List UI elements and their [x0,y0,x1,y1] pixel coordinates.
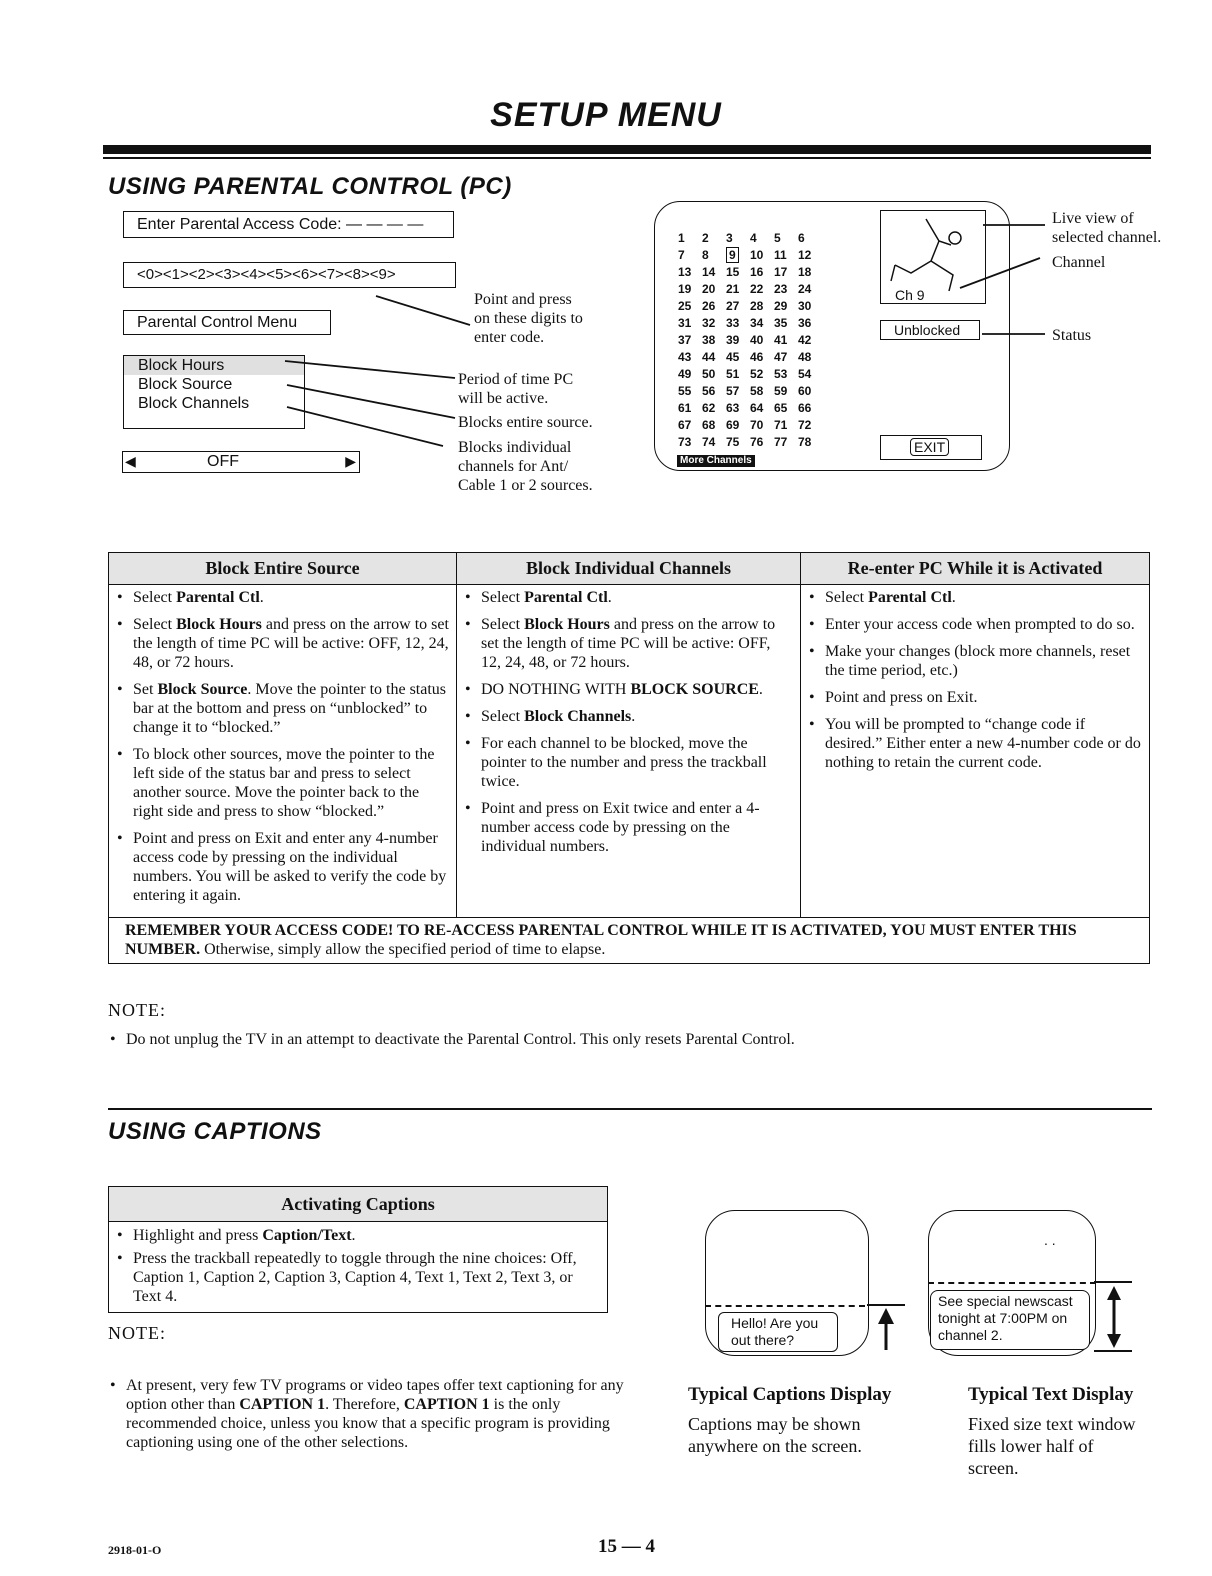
text-window-box: See special newscast tonight at 7:00PM on channel 2. [930,1290,1090,1350]
parental-menu-box[interactable]: Parental Control Menu [123,310,331,335]
channel-number[interactable]: 67 [678,417,692,432]
channel-number[interactable]: 76 [750,434,764,449]
instruction-item: • For each channel to be blocked, move the pointer to the number and press the trackball twice. [463,734,794,791]
channel-number[interactable]: 44 [702,349,716,364]
instruction-item: • DO NOTHING WITH BLOCK SOURCE. [463,680,794,699]
channel-number[interactable]: 30 [798,298,812,313]
channel-number[interactable]: 69 [726,417,740,432]
channel-number[interactable]: 28 [750,298,764,313]
caption-area-line [705,1305,865,1307]
captions-display-title: Typical Captions Display [688,1384,892,1405]
channel-number[interactable]: 9 [726,247,739,263]
instruction-item: • Make your changes (block more channels, reset the time period, etc.) [807,642,1143,680]
header-block-individual-channels: Block Individual Channels [457,553,801,585]
channel-number[interactable]: 47 [774,349,788,364]
channel-number[interactable]: 51 [726,366,740,381]
parental-instructions-table [108,552,1150,964]
channel-number[interactable]: 35 [774,315,788,330]
channel-number[interactable]: 6 [798,230,805,245]
channel-number[interactable]: 62 [702,400,716,415]
callout-lines [0,0,1212,520]
channel-number[interactable]: 8 [702,247,709,262]
channel-number[interactable]: 50 [702,366,716,381]
channel-number[interactable]: 10 [750,247,764,262]
channel-number[interactable]: 7 [678,247,685,262]
instruction-item: • Point and press on Exit and enter any 4-number access code by pressing on the individual numbers. You will be asked to verify the code by entering it again. [115,829,450,905]
channel-number[interactable]: 38 [702,332,716,347]
instruction-item: • To block other sources, move the pointer to the left side of the status bar and press to select another source. Move the pointer back to the right side and press to show “blocked.” [115,745,450,821]
channel-number[interactable]: 57 [726,383,740,398]
instruction-item: • You will be prompted to “change code if desired.” Either enter a new 4-number code or do nothing to retain the current code. [807,715,1143,772]
callout-digits: Point and press on these digits to enter code. [474,291,583,346]
channel-row [678,229,822,246]
more-channels-button[interactable]: More Channels [677,455,755,467]
channel-number[interactable]: 41 [774,332,788,347]
channel-number[interactable]: 13 [678,264,692,279]
page-number: 15 — 4 [598,1536,655,1557]
channel-number[interactable]: 63 [726,400,740,415]
channel-number[interactable]: 75 [726,434,740,449]
exit-area [880,435,982,460]
table-footer: REMEMBER YOUR ACCESS CODE! TO RE-ACCESS PARENTAL CONTROL WHILE IT IS ACTIVATED, YOU MUST ENTER THIS NUMBER. Otherwise, simply allow the specified period of time to elapse. [109,918,1150,964]
instruction-item: • Select Block Channels. [463,707,794,726]
label-status: Status [1052,327,1092,344]
channel-row [678,433,822,450]
instruction-item: • Enter your access code when prompted to do so. [807,615,1143,634]
text-area-line [928,1282,1096,1284]
channel-number[interactable]: 11 [774,247,787,262]
caption-text-box: Hello! Are you out there? [718,1312,838,1352]
instruction-item: • Select Block Hours and press on the arrow to set the length of time PC will be active: OFF, 12, 24, 48, or 72 hours. [463,615,794,672]
channel-number[interactable]: 49 [678,366,692,381]
caption-step-1: • Highlight and press Caption/Text. [115,1226,599,1245]
double-arrow-icon [1104,1284,1124,1350]
channel-number[interactable]: 17 [774,264,788,279]
text-line-ext [1094,1281,1132,1283]
channel-number[interactable]: 77 [774,434,788,449]
channel-number[interactable]: 21 [726,281,740,296]
col-block-entire-source [109,585,457,918]
channel-number[interactable]: 61 [678,400,692,415]
instruction-item: • Select Parental Ctl. [807,588,1143,607]
channel-number[interactable]: 59 [774,383,788,398]
channel-row [678,399,822,416]
label-live-view: Live view of selected channel. [1052,210,1162,246]
channel-row [678,297,822,314]
instruction-item: • Point and press on Exit twice and enter a 4-number access code by pressing on the individual numbers. [463,799,794,856]
channel-row [678,263,822,280]
channel-number[interactable]: 64 [750,400,764,415]
col-block-individual-channels [457,585,801,918]
channel-number[interactable]: 52 [750,366,764,381]
channel-number[interactable]: 33 [726,315,740,330]
text-display-desc: Fixed size text window fills lower half of screen. [968,1414,1136,1478]
channel-number[interactable]: 39 [726,332,740,347]
channel-number[interactable]: 22 [750,281,764,296]
channel-number[interactable]: 46 [750,349,764,364]
channel-number[interactable]: 55 [678,383,692,398]
channel-number[interactable]: 34 [750,315,764,330]
channel-number[interactable]: 40 [750,332,764,347]
instruction-item: • Select Block Hours and press on the arrow to set the length of time PC will be active: OFF, 12, 24, 48, or 72 hours. [115,615,450,672]
channel-number[interactable]: 27 [726,298,740,313]
captions-note-heading: NOTE: [108,1323,166,1343]
page-title: SETUP MENU [490,96,722,134]
menu-item-block-channels[interactable]: Block Channels [138,395,250,412]
channel-row [678,246,822,263]
channel-number[interactable]: 72 [798,417,812,432]
channel-number[interactable]: 37 [678,332,692,347]
exit-button[interactable]: EXIT [910,438,949,456]
channel-number[interactable]: 74 [702,434,716,449]
callout-source: Blocks entire source. [458,414,593,431]
channel-number[interactable]: 54 [798,366,812,381]
live-view-window [880,210,986,304]
right-arrow-icon[interactable]: ▶ [345,453,356,469]
channel-number[interactable]: 2 [702,230,709,245]
channel-number[interactable]: 1 [678,230,685,245]
enter-code-box[interactable]: Enter Parental Access Code: — — — — [123,211,454,238]
label-channel: Channel [1052,254,1106,271]
channel-number[interactable]: 65 [774,400,788,415]
channel-number[interactable]: 4 [750,230,757,245]
document-code: 2918-01-O [108,1543,162,1557]
channel-number[interactable]: 42 [798,332,812,347]
channel-number[interactable]: 23 [774,281,788,296]
channel-number[interactable]: 56 [702,383,716,398]
channel-number[interactable]: 73 [678,434,692,449]
instruction-item: • Point and press on Exit. [807,688,1143,707]
channel-number[interactable]: 26 [702,298,716,313]
channel-row [678,382,822,399]
preview-channel-label: Ch 9 [895,287,925,303]
text-line-bottom [1094,1350,1132,1352]
channel-number[interactable]: 20 [702,281,716,296]
note-heading: NOTE: [108,1000,166,1020]
callout-channels: Blocks individual channels for Ant/ Cable 1 or 2 sources. [458,439,593,494]
menu-item-block-source[interactable]: Block Source [138,376,233,393]
channel-number[interactable]: 45 [726,349,740,364]
channel-number[interactable]: 70 [750,417,764,432]
instruction-item: • Select Parental Ctl. [115,588,450,607]
channel-number[interactable]: 68 [702,417,716,432]
section-rule [108,1108,1152,1110]
off-value: OFF [207,453,239,470]
activating-captions-title: Activating Captions [109,1187,607,1222]
channel-number[interactable]: 53 [774,366,788,381]
note-parental-unplug: • Do not unplug the TV in an attempt to deactivate the Parental Control. This only resets Parental Control. [108,1031,1156,1049]
channel-row [678,331,822,348]
channel-number[interactable]: 14 [702,264,716,279]
channel-number[interactable]: 60 [798,383,812,398]
channel-number[interactable]: 15 [726,264,740,279]
channel-row [678,280,822,297]
channel-number[interactable]: 66 [798,400,812,415]
channel-number[interactable]: 32 [702,315,716,330]
channel-number[interactable]: 5 [774,230,781,245]
channel-number[interactable]: 36 [798,315,812,330]
captions-note-text: • At present, very few TV programs or video tapes offer text captioning for any option other than CAPTION 1. Therefore, CAPTION 1 is the only recommended choice, unless you know that a specific program is providing captioning using one of the other selections. [108,1376,626,1452]
digits-box[interactable]: <0><1><2><3><4><5><6><7><8><9> [123,262,456,288]
parental-section-title: USING PARENTAL CONTROL (PC) [108,173,512,200]
channel-number[interactable]: 71 [774,417,788,432]
up-arrow-icon [876,1306,896,1350]
channel-number[interactable]: 18 [798,264,812,279]
channel-row [678,348,822,365]
channel-number[interactable]: 19 [678,281,692,296]
menu-item-block-hours[interactable]: Block Hours [124,356,304,375]
channel-number[interactable]: 16 [750,264,764,279]
tv-dots: . . [1044,1232,1056,1248]
left-arrow-icon[interactable]: ◀ [125,453,136,469]
text-display-title: Typical Text Display [968,1384,1134,1405]
channel-number[interactable]: 25 [678,298,692,313]
header-reenter-pc: Re-enter PC While it is Activated [801,553,1150,585]
channel-number[interactable]: 78 [798,434,812,449]
channel-row [678,365,822,382]
caption-step-2: • Press the trackball repeatedly to toggle through the nine choices: Off, Caption 1, Caption 2, Caption 3, Caption 4, Text 1, Text 2, Text 3, or Text 4. [115,1249,599,1306]
channel-number[interactable]: 12 [798,247,812,262]
callout-hours: Period of time PC will be active. [458,371,574,407]
channel-number[interactable]: 24 [798,281,812,296]
channel-number[interactable]: 58 [750,383,764,398]
channel-number[interactable]: 48 [798,349,812,364]
channel-row [678,314,822,331]
activating-captions-box [108,1186,608,1313]
instruction-item: • Select Parental Ctl. [463,588,794,607]
channel-row [678,416,822,433]
channel-number[interactable]: 43 [678,349,692,364]
captions-section-title: USING CAPTIONS [108,1118,322,1145]
col-reenter-pc [801,585,1150,918]
instruction-item: • Set Block Source. Move the pointer to the status bar at the bottom and press on “unblocked” to change it to “blocked.” [115,680,450,737]
channel-grid [678,229,822,450]
header-block-entire-source: Block Entire Source [109,553,457,585]
channel-number[interactable]: 3 [726,230,733,245]
channel-number[interactable]: 29 [774,298,788,313]
status-bar[interactable]: Unblocked [880,320,980,340]
channel-number[interactable]: 31 [678,315,692,330]
captions-display-desc: Captions may be shown anywhere on the screen. [688,1414,862,1456]
